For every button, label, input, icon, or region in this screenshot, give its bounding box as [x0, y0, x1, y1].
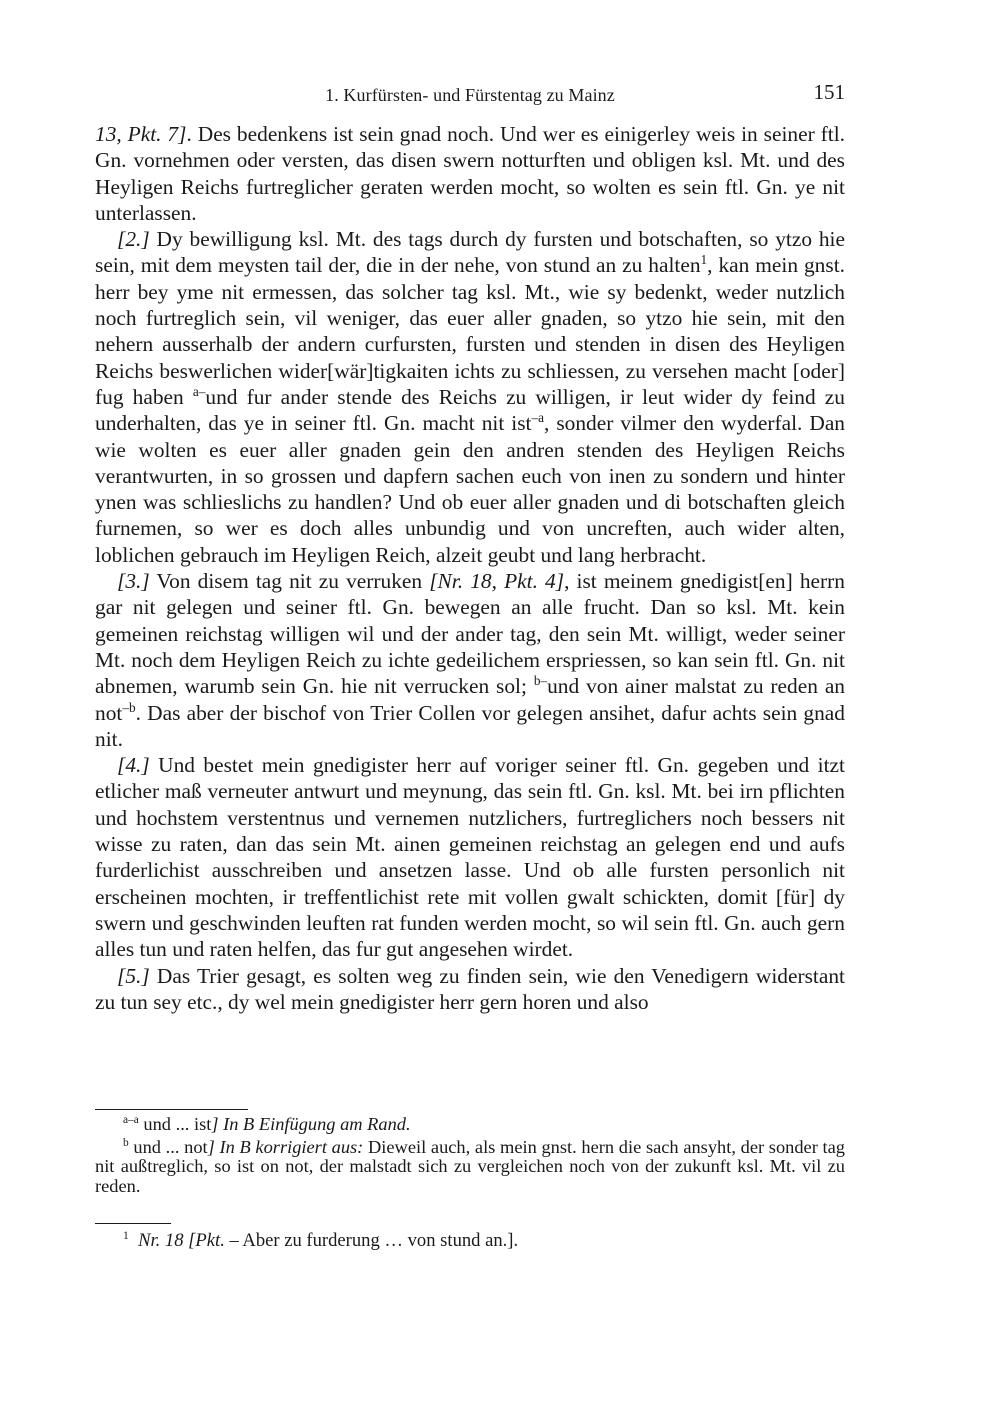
paragraph-text: Das Trier gesagt, es solten weg zu finden sein, wie den Venedigern widerstant zu tun sey etc., dy wel mein gnedigister herr gern horen und also [95, 963, 845, 1014]
apparatus-marker: a– [192, 383, 206, 399]
apparatus-note-a [95, 1115, 845, 1135]
apparatus-comment: ] In B Einfügung am Rand. [211, 1114, 411, 1134]
footnote-marker: 1 [700, 252, 708, 268]
paragraph-number: [2.] [117, 227, 150, 252]
paragraph-4 [95, 752, 845, 962]
apparatus-marker: b– [533, 673, 548, 689]
footnotes [95, 1230, 845, 1252]
page-number: 151 [813, 80, 845, 104]
apparatus-lemma: und ... ist [138, 1114, 212, 1134]
source-reference: [Nr. 18, Pkt. 4] [429, 569, 565, 594]
apparatus-divider [95, 1109, 248, 1110]
footnote-reference: Nr. 18 [Pkt. [138, 1230, 225, 1251]
apparatus-comment: ] In B korrigiert aus: [207, 1136, 364, 1157]
text-apparatus [95, 1115, 845, 1196]
paragraph-text: , sonder vilmer den wyderfal. Dan wie wolten es euer aller gnaden gein den andren stenden des Heyligen Reichs verantwurten, in so grossen und dapfern sachen euch von inen zu sondern und hinter ynen was schlieslichs zu handlen? Und ob euer aller gnaden und di botschaften gleich furnemen, so wer es doch alles unbundig und von uncreften, auch wider alten, loblichen gebrauch im Heyligen Reich, alzeit geubt und lang herbracht. [95, 411, 846, 567]
apparatus-variant-text: Dieweil auch, als mein gnst. hern die sach ansyht, der sonder tag nit außtreglich, so ist on not, der malstadt sich zu vergleichen noch von der zukunft ksl. Mt. vil zu reden. [95, 1136, 845, 1196]
paragraph-5 [95, 963, 845, 1016]
footnote-text: – Aber zu furderung … von stund an.]. [224, 1230, 519, 1251]
running-header [95, 80, 845, 110]
footnote-divider [95, 1223, 171, 1224]
paragraph-3 [95, 568, 845, 752]
paragraph-text: . Des bedenkens ist sein gnad noch. Und wer es einigerley weis in seiner ftl. Gn. vornehmen oder versten, das disen swern notturften und obligen ksl. Mt. und des Heyligen Reichs furtreglicher geraten werden mocht, so wolten es sein ftl. Gn. ye nit unterlassen. [95, 122, 845, 225]
apparatus-note-b [95, 1138, 845, 1197]
paragraph-text: , ist meinem gnedigist[en] herrn gar nit gelegen und seiner ftl. Gn. bewegen an alle frucht. Dan so ksl. Mt. kein gemeinen reichstag willigen wil und der ander tag, den sein Mt. willigt, weder seiner Mt. noch dem Heyligen Reich zu ichte gedeilichem erspriessen, so kan sein ftl. Gn. nit abnemen, warumb sein Gn. hie nit verrucken sol; [95, 569, 845, 699]
paragraph-number: [3.] [117, 569, 150, 594]
apparatus-lemma: und ... not [128, 1136, 208, 1157]
paragraph-number: [4.] [117, 753, 150, 778]
apparatus-marker: –b [122, 699, 136, 715]
apparatus-marker: –a [531, 410, 544, 426]
paragraph-2 [95, 226, 845, 568]
paragraph-text: . Das aber der bischof von Trier Collen vor gelegen ansihet, dafur achts sein gnad nit. [95, 700, 845, 751]
running-title: 1. Kurfürsten- und Fürstentag zu Mainz [325, 85, 615, 105]
paragraph-text: und von ainer malstat zu reden an not [95, 674, 846, 725]
paragraph-text: und fur ander stende des Reichs zu willigen, ir leut wider dy feind zu underhalten, das ye in seiner ftl. Gn. macht nit ist [95, 384, 845, 436]
paragraph-text: , kan mein gnst. herr bey yme nit ermessen, das solcher tag ksl. Mt., wie sy bedenkt, weder nutzlich noch furtreglich sein, vil weniger, das euer aller gnaden, so ytzo hie sein, mit den nehern ausserhalb der andern curfursten, fursten und stenden in disen des Heyligen Reichs beswerlichen wider[wär]tigkaiten ichts zu schliessen, zu versehen macht [oder] fug haben [95, 253, 845, 409]
paragraph-text: Von disem tag nit zu verruken [149, 569, 430, 594]
apparatus-note-mark: a–a [123, 1113, 139, 1126]
paragraph-text: Dy bewilligung ksl. Mt. des tags durch dy fursten und botschaften, so ytzo hie sein, mit dem meysten tail der, die in der nehe, von stund an zu halten [95, 227, 845, 278]
paragraph-number: [5.] [117, 963, 150, 988]
main-text [95, 121, 845, 1015]
source-reference: 13, Pkt. 7] [95, 122, 187, 146]
paragraph-continued [95, 121, 845, 226]
footnote-number: 1 [123, 1229, 129, 1242]
footnote-1 [95, 1230, 845, 1252]
apparatus-note-mark: b [123, 1136, 129, 1149]
paragraph-text: Und bestet mein gnedigister herr auf voriger seiner ftl. Gn. gegeben und itzt etlicher maß verneuter antwurt und meynung, das sein ftl. Gn. ksl. Mt. bei irn pflichten und hochstem verstentnus und vernemen nutzlichers, furtreglichers noch bessers nit wisse zu raten, dan das sein Mt. ainen gemeinen reichstag an gelegen end und aufs furderlichist ausschreiben und ansetzen lasse. Und ob alle fursten personlich nit erscheinen mochten, ir treffentlichist rete mit vollen gwalt schickten, domit [für] dy swern und geschwinden leuften rat funden werden mocht, so wil sein ftl. Gn. auch gern alles tun und raten helfen, das fur gut angesehen wirdet. [95, 753, 845, 962]
